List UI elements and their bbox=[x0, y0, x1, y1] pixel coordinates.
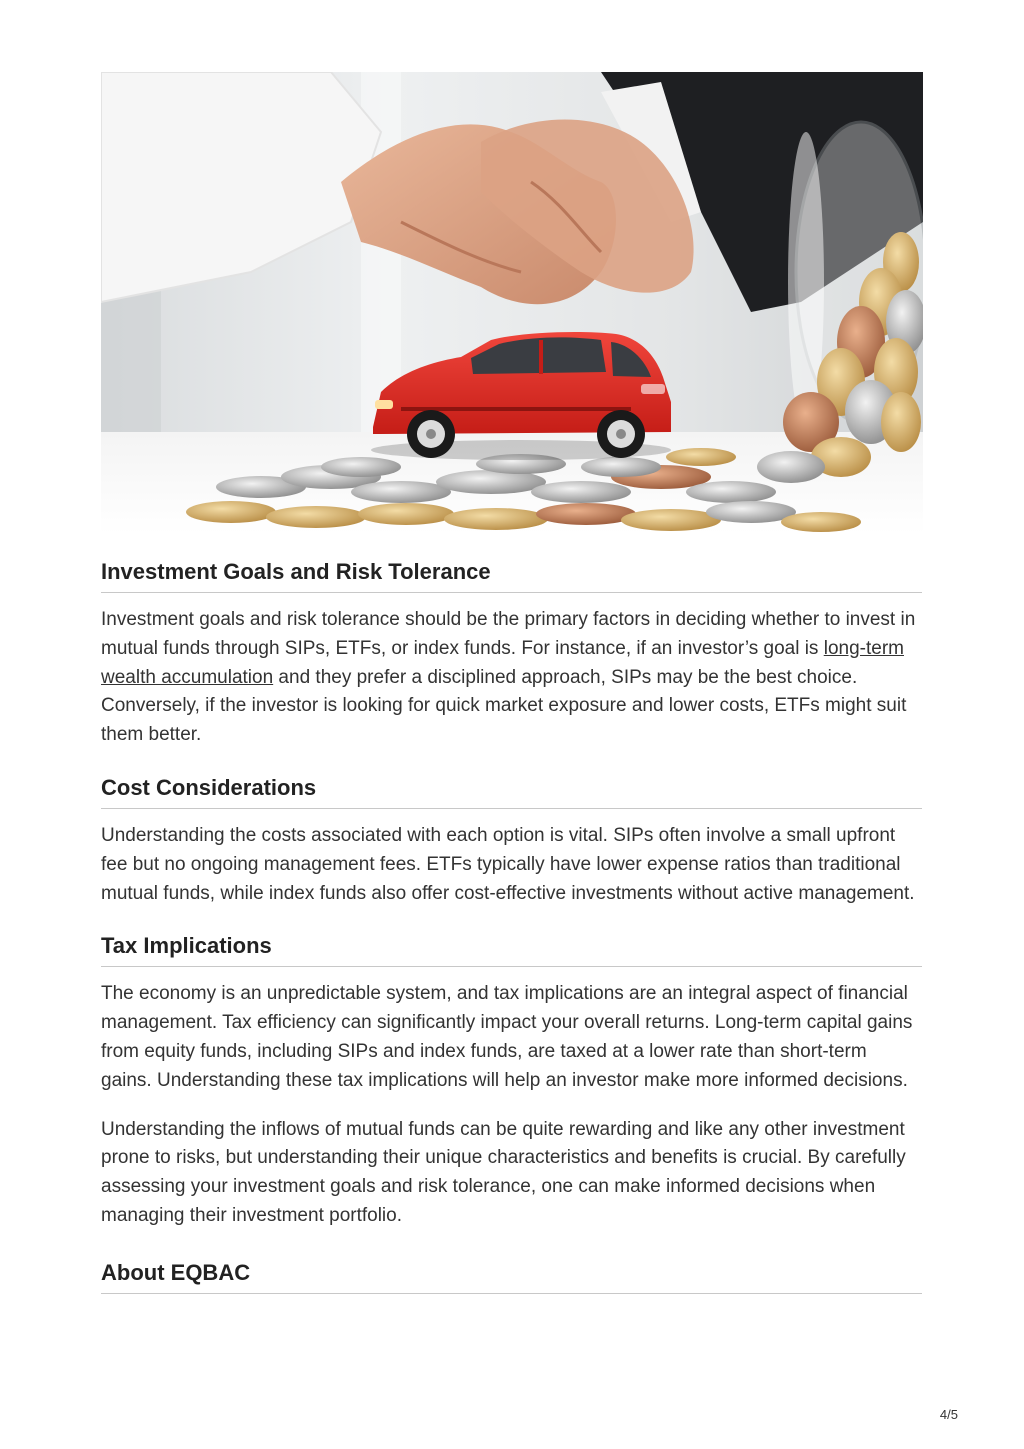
section-heading: About EQBAC bbox=[101, 1257, 922, 1294]
section-heading: Investment Goals and Risk Tolerance bbox=[101, 556, 922, 593]
section-paragraph: Investment goals and risk tolerance should be the primary factors in deciding whether to invest in mutual funds through SIPs, ETFs, or index funds. For instance, if an investor’s goal is long-term wealth accumulation and they prefer a disciplined approach, SIPs may be the best choice. Conversely, if the investor is looking for quick market exposure and lower costs, ETFs might suit them better. bbox=[101, 609, 916, 746]
section-heading: Cost Considerations bbox=[101, 772, 922, 809]
section-investment-goals bbox=[101, 556, 922, 750]
article-content bbox=[101, 556, 922, 1316]
hero-image bbox=[101, 72, 923, 534]
page-number: 4/5 bbox=[939, 1407, 958, 1422]
section-heading: Tax Implications bbox=[101, 930, 922, 967]
section-paragraph: The economy is an unpredictable system, and tax implications are an integral aspect of financial management. Tax efficiency can significantly impact your overall returns. Long-term capital gains from equity funds, including SIPs and index funds, are taxed at a lower rate than short-term gains. Understanding these tax implications will help an investor make more informed decisions. bbox=[101, 983, 913, 1091]
section-paragraph: Understanding the inflows of mutual funds can be quite rewarding and like any other investment prone to risks, but understanding their unique characteristics and benefits is crucial. By carefully assessing your investment goals and risk tolerance, one can make informed decisions when managing their investment portfolio. bbox=[101, 1118, 906, 1226]
section-tax-implications bbox=[101, 930, 922, 1230]
section-cost-considerations bbox=[101, 772, 922, 908]
section-about-eqbac bbox=[101, 1257, 922, 1294]
section-paragraph: Understanding the costs associated with each option is vital. SIPs often involve a small upfront fee but no ongoing management fees. ETFs typically have lower expense ratios than traditional mutual funds, while index funds also offer cost-effective investments without active management. bbox=[101, 824, 915, 904]
long-term-wealth-link[interactable]: long-term wealth accumulation bbox=[101, 637, 904, 688]
